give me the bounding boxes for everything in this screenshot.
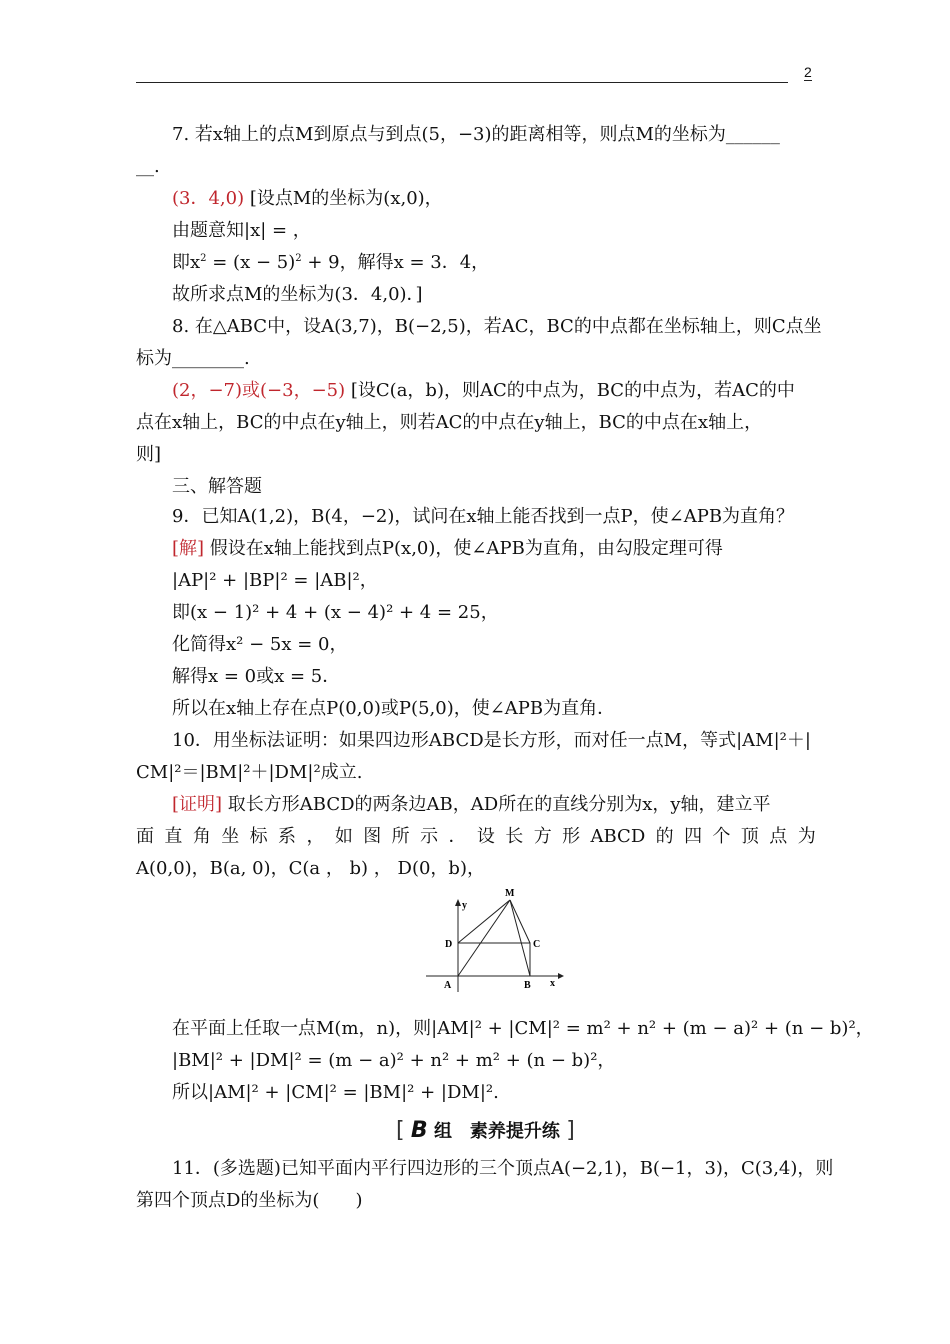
q10-sol-2-word: 点 (769, 826, 788, 847)
q8-sol-1: [设C(a，b)，则AC的中点为，BC的中点为，若AC的中 (345, 380, 795, 401)
group-b-heading (396, 1118, 575, 1145)
q10-sol-2-word: 形 (562, 826, 581, 847)
q10-sol-2 (136, 825, 816, 849)
q10-sol-2-word: 顶 (740, 826, 759, 847)
q7-sol-4: 故所求点M的坐标为(3．4,0)．] (172, 284, 423, 305)
q7-solution-line-3: 即$x^2 = (x - 5)^2 + 9$，解得x = 3．4， (172, 252, 490, 273)
q9-sol-4: 化简得x² − 5x = 0， (172, 634, 348, 655)
section-title: 三、解答题 (172, 476, 262, 497)
q10-tag: [证明] (172, 794, 223, 815)
label-y: y (462, 900, 467, 911)
segment-bm (510, 900, 530, 976)
q7-solution-line-1 (172, 187, 852, 211)
q10-sol-2-word: 为 (797, 826, 816, 847)
q10-sol-4: 在平面上任取一点M(m，n)，则|AM|² + |CM|² = m² + n² + (m − a)² + (n − b)²， (172, 1018, 874, 1039)
rectangle-coordinate-figure (420, 884, 570, 994)
q10-sol-2-word: 方 (533, 826, 552, 847)
label-c: C (533, 939, 541, 950)
q7-sol-2: 由题意知|x| = ， (172, 220, 311, 241)
q9-solution-line-1 (172, 537, 852, 561)
q7-sol-1: [设点M的坐标为(x,0)， (249, 188, 443, 209)
q10-sol-2-word: ABCD (590, 826, 646, 847)
q11-stem-cont: 第四个顶点D的坐标为( ) (136, 1190, 363, 1211)
q10-sol-6: 所以|AM|² + |CM|² = |BM|² + |DM|². (172, 1082, 499, 1103)
x-axis-arrow (558, 973, 564, 979)
q10-sol-2-word: 示 (420, 826, 439, 847)
q10-sol-2-word: 四 (684, 826, 703, 847)
q10-sol-2-word: ． (448, 826, 467, 847)
q9-sol-1: 假设在x轴上能找到点P(x,0)，使∠APB为直角，由勾股定理可得 (204, 538, 723, 559)
q10-stem: 10．用坐标法证明：如果四边形ABCD是长方形，而对任一点M，等式|AM|²＋| (172, 730, 811, 751)
q7-stem-cont: __. (136, 156, 160, 177)
q10-sol-2-word: 如 (334, 826, 353, 847)
q10-sol-2-word: 设 (476, 826, 495, 847)
q10-sol-1: 取长方形ABCD的两条边AB，AD所在的直线分别为x，y轴，建立平 (222, 794, 771, 815)
header-rule (136, 82, 788, 83)
group-letter: B (410, 1118, 428, 1143)
q8-stem: 8. 在△ABC中，设A(3,7)，B(−2,5)，若AC，BC的中点都在坐标轴上，则C点坐 (172, 316, 822, 337)
q10-stem-cont: CM|²＝|BM|²＋|DM|²成立. (136, 762, 363, 783)
q8-stem-cont: 标为________. (136, 348, 250, 369)
q9-sol-6: 所以在x轴上存在点P(0,0)或P(5,0)，使∠APB为直角． (172, 698, 616, 719)
q10-sol-2-word: ， (306, 826, 325, 847)
q10-sol-2-word: 坐 (221, 826, 240, 847)
label-m: M (505, 888, 515, 899)
group-title: 组 素养提升练 (433, 1121, 560, 1142)
q10-sol-2-word: 直 (164, 826, 183, 847)
q10-sol-2-word: 个 (712, 826, 731, 847)
y-axis-arrow (455, 899, 461, 906)
label-b: B (524, 980, 531, 991)
q10-sol-2-word: 所 (391, 826, 410, 847)
q10-sol-3: A(0,0)，B(a, 0)，C(a ， b) ， D(0，b)， (136, 858, 485, 879)
q10-sol-2-word: 长 (505, 826, 524, 847)
q10-sol-2-word: 图 (363, 826, 382, 847)
segment-am (458, 900, 510, 976)
q10-sol-2-word: 标 (249, 826, 268, 847)
q9-stem: 9．已知A(1,2)，B(4，−2)，试问在x轴上能否找到一点P，使∠APB为直角？ (172, 506, 795, 527)
bracket-right: ] (566, 1118, 575, 1143)
q10-sol-2-word: 角 (192, 826, 211, 847)
q7-stem: 7. 若x轴上的点M到原点与到点(5，−3)的距离相等，则点M的坐标为______ (172, 124, 780, 145)
bracket-left: [ (396, 1118, 405, 1143)
q10-sol-2-word: 的 (655, 826, 674, 847)
q10-sol-5: |BM|² + |DM|² = (m − a)² + n² + m² + (n − b)²， (172, 1050, 616, 1071)
q7-sol-3a: 即x (172, 252, 201, 273)
q8-solution-line-1 (172, 379, 852, 403)
q8-sol-3: 则] (136, 444, 162, 465)
q8-sol-2: 点在x轴上，BC的中点在y轴上，则若AC的中点在y轴上，BC的中点在x轴上， (136, 412, 763, 433)
q9-sol-3: 即(x − 1)² + 4 + (x − 4)² + 4 = 25， (172, 602, 499, 623)
label-a: A (444, 980, 452, 991)
q9-sol-2: |AP|² + |BP|² = |AB|²， (172, 570, 378, 591)
q7-sol-3c: + 9，解得x = 3．4， (301, 252, 490, 273)
q10-sol-2-word: 面 (136, 826, 154, 847)
label-d: D (445, 939, 453, 950)
q11-stem: 11．(多选题)已知平面内平行四边形的三个顶点A(−2,1)，B(−1，3)，C(3,4)，则 (172, 1158, 834, 1179)
label-x: x (550, 978, 555, 989)
q10-solution-line-1 (172, 793, 852, 817)
page-number: 2 (804, 64, 812, 80)
q9-tag: [解] (172, 538, 205, 559)
q8-answer: (2，−7)或(−3，−5) (172, 380, 346, 401)
q9-sol-5: 解得x = 0或x = 5． (172, 666, 341, 687)
q7-answer: (3．4,0) (172, 188, 245, 209)
q10-sol-2-word: 系 (278, 826, 297, 847)
q7-sol-3b: = (x − 5) (206, 252, 296, 273)
